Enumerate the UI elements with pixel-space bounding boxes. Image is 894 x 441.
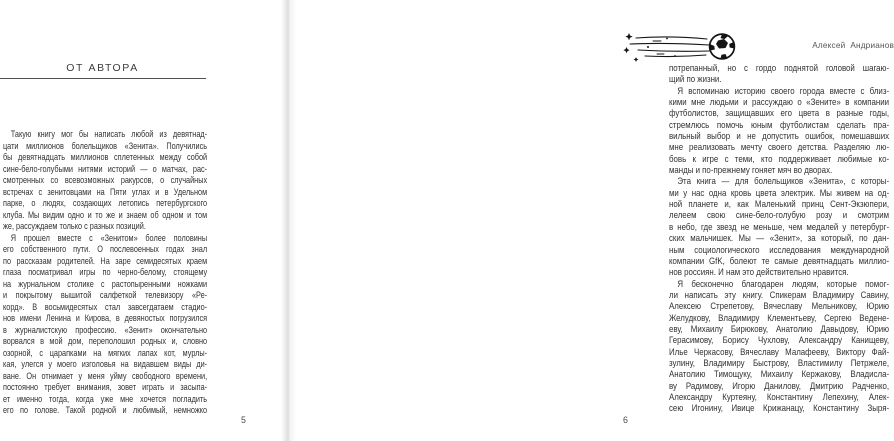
text-line: корд». В восьмидесятых стал завсегдатаем стадио-: [3, 300, 208, 312]
flying-soccer-ball-icon: [623, 30, 737, 63]
text-line: вильный выбор и не допустить ошибок, помешавших: [669, 130, 890, 142]
text-line: Эта книга — для болельщиков «Зенита», с которы-: [677, 175, 890, 187]
text-line: бы девятнадцать миллионов сплетенных между собой: [3, 151, 208, 162]
text-line: его по голове. Такой родной и любимый, немножко: [3, 404, 208, 415]
text-line: щий по жизни.: [669, 73, 722, 85]
text-line: еву, Михаилу Бирюкову, Анатолию Давыдову, Юрию: [669, 322, 890, 334]
text-line: сею Игонину, Ивице Крижанацу, Константину Зыря-: [669, 402, 890, 414]
page-number-left: 5: [241, 415, 246, 425]
text-line: же, рассуждаем только с разных позиций.: [3, 220, 146, 231]
text-line: на журнальном столике с растопыренными ножками: [3, 277, 208, 289]
text-line: постоянно требует внимания, зовет играть и засыпа-: [3, 381, 208, 392]
text-line: компании GfK, болеют те самые девятнадцать миллио-: [669, 254, 890, 266]
text-line: манды и по-прежнему гоняет мяч во дворах.: [669, 164, 833, 176]
text-line: озорной, с царапками на мягких лапах кот, мурлы-: [3, 346, 208, 358]
text-line: ли написать эту книгу. Спикерам Владимиру Савину,: [669, 288, 890, 300]
text-line: Анатолию Тимощуку, Михаилу Кержакову, Владисла-: [669, 368, 890, 380]
text-line: бовь к игре с теми, кто поддерживает любимые ко-: [669, 152, 890, 164]
page-right[interactable]: [296, 0, 894, 441]
text-line: смотренных со всевозможных ракурсов, о случайных: [3, 174, 208, 185]
text-line: его собственного пути. О послевоенных годах знал: [3, 243, 208, 254]
text-line: Александру Куртеяну, Константину Лепехину, Алек-: [669, 390, 890, 402]
text-line: ет именно тогда, когда уже мне хочется погладить: [3, 392, 208, 404]
text-line: ми у нас одна кровь цвета электрик. Мы живем на од-: [669, 186, 890, 198]
text-line: стремлюсь помочь юным футболистам сделать пра-: [669, 118, 890, 130]
text-line: Я вспоминаю историю своего города вместе с близ-: [677, 84, 890, 96]
text-line: Герасимову, Борису Чухлову, Александру Канищеву,: [669, 334, 890, 346]
text-line: потрепанный, но с гордо поднятой головой шагаю-: [669, 62, 890, 73]
page-right-body: [669, 62, 889, 414]
text-line: ным социологического исследования международной: [669, 243, 890, 255]
text-line: мне реализовать мечту своего детства. Разделяю лю-: [669, 141, 890, 153]
text-line: нов имени Ленина и Кирова, в девяностых погрузился: [3, 312, 208, 323]
text-line: кими мне людьми и рассуждаю о «Зените» в компании: [669, 96, 890, 108]
text-line: по рассказам родителей. На заре семидесятых краем: [3, 254, 208, 266]
text-line: Илье Черкасову, Вячеславу Малафееву, Виктору Фай-: [669, 345, 890, 357]
text-line: парке, о людях, создающих летопись петербургского: [3, 197, 208, 208]
text-line: и покрытому вышитой салфеткой телевизору «Ре-: [3, 289, 208, 300]
text-line: Алексею Стрепетову, Вячеславу Мельникову, Юрию: [669, 300, 890, 312]
text-line: Я прошел вместе с «Зенитом» более половины: [10, 231, 208, 243]
text-line: футболистов, защищавших его цвета в разные годы,: [669, 107, 890, 119]
text-line: лелеем свою сине-бело-голубую розу и смотрим: [669, 209, 890, 221]
text-line: цати миллионов болельщиков «Зенита». Получились: [3, 139, 208, 151]
text-line: ване. Он отнимает у меня уйму свободного времени,: [3, 369, 208, 381]
title-rule: [0, 78, 206, 79]
text-line: Такую книгу мог бы написать любой из девятнад-: [10, 128, 208, 139]
text-line: клуба. Мы видим одно и то же и знаем об одном и том: [3, 208, 208, 220]
text-line: нов россиян. И нам это действительно нравится.: [669, 266, 849, 278]
text-line: ворвался в мой дом, переполошил родных и, словно: [3, 335, 208, 346]
text-line: сине-бело-голубыми нитями историй — о матчах, рас-: [3, 162, 208, 174]
text-line: Желудкову, Владимиру Клементьеву, Сергею Ведене-: [669, 311, 890, 323]
chapter-title: ОТ АВТОРА: [66, 62, 139, 74]
text-line: в небо, где звезд не меньше, чем медалей у петербург-: [669, 220, 890, 232]
running-head-author: Алексей Андрианов: [812, 41, 894, 50]
text-line: зулину, Владимиру Быстрову, Властимилу Петржеле,: [669, 356, 890, 368]
text-line: глаза посматривал игры по черно-белому, стоящему: [3, 266, 208, 277]
text-line: кая, улегся у моего изголовья на видавшем виды ди-: [3, 358, 208, 369]
page-number-right: 6: [623, 415, 628, 425]
text-line: ву Радимову, Игорю Данилову, Дмитрию Радченко,: [669, 379, 890, 391]
text-line: ной планете и, как Маленький принц Сент-Экзюпери,: [669, 198, 890, 210]
text-line: в журналистскую профессию. «Зенит» окончательно: [3, 323, 208, 335]
text-line: Я бесконечно благодарен людям, которые помог-: [677, 277, 890, 289]
text-line: встречах с зенитовцами на Пяти углах и в Удельном: [3, 185, 208, 197]
text-line: ских мальчишек. Мы — «Зенит», за который, по дан-: [669, 232, 890, 244]
page-left[interactable]: [0, 0, 284, 441]
page-left-body: [3, 128, 207, 416]
